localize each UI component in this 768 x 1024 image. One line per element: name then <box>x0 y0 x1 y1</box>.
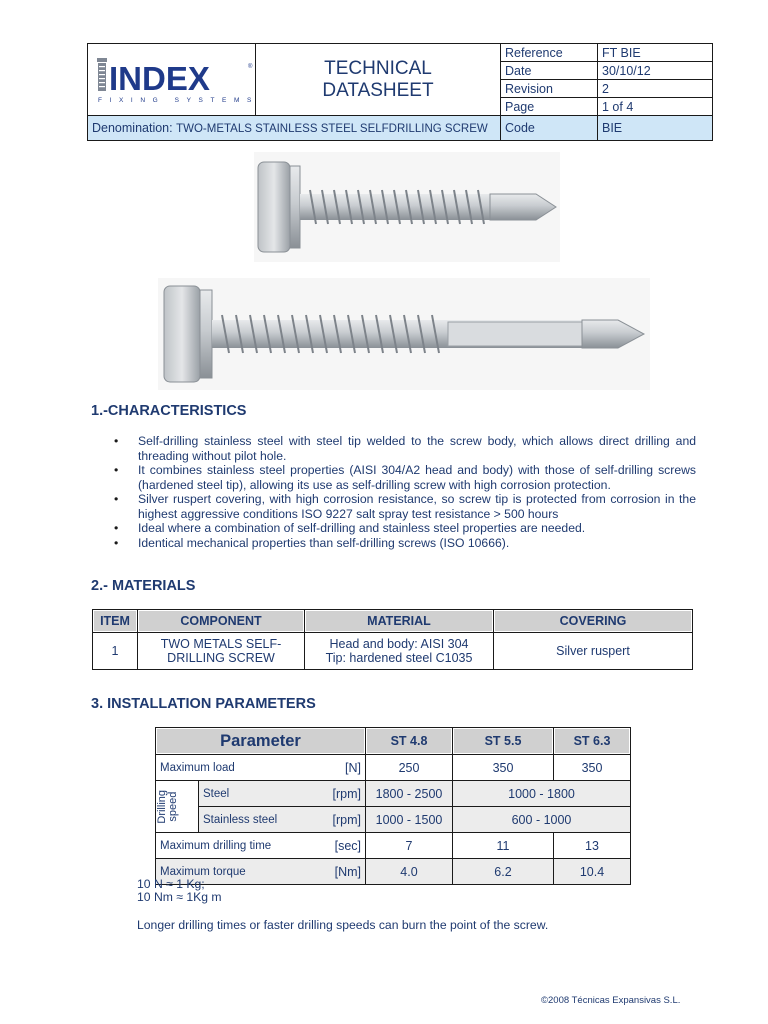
title-line-2: DATASHEET <box>322 79 434 101</box>
max-load-st63: 350 <box>554 755 631 781</box>
steel-st55-63: 1000 - 1800 <box>453 781 631 807</box>
list-item: • Silver ruspert covering, with high corrosion resistance, so screw tip is protected from corrosion in the highest aggressive conditions ISO 9227 salt spray test resistance > 500 hours <box>108 492 696 521</box>
materials-heading: 2.- MATERIALS <box>91 578 196 594</box>
max-load-st48: 250 <box>366 755 453 781</box>
date-value: 30/10/12 <box>598 62 713 80</box>
max-torque-label: Maximum torque <box>156 859 321 885</box>
list-item: • Identical mechanical properties than self-drilling screws (ISO 10666). <box>108 536 696 551</box>
list-item: • It combines stainless steel properties (AISI 304/A2 head and body) with those of self-drilling screws (hardened steel tip), allowing its use as self-drilling screw with high corrosion protection. <box>108 463 696 492</box>
cell-item: 1 <box>93 633 138 670</box>
page-value: 1 of 4 <box>598 98 713 116</box>
title-cell <box>256 44 501 116</box>
max-time-st48: 7 <box>366 833 453 859</box>
table-row <box>156 807 631 833</box>
col-parameter: Parameter <box>156 728 366 755</box>
list-item: • Ideal where a combination of self-drilling and stainless steel properties are needed. <box>108 521 696 536</box>
date-label: Date <box>501 62 598 80</box>
unit-note-2: 10 Nm ≈ 1Kg m <box>137 890 222 904</box>
code-label: Code <box>501 116 598 141</box>
logo-text: INDEX <box>109 60 210 97</box>
logo-cell <box>88 44 256 116</box>
col-component: COMPONENT <box>138 610 305 633</box>
max-time-st55: 11 <box>453 833 554 859</box>
header-table <box>87 43 713 141</box>
screw-image-large <box>158 278 650 390</box>
table-row <box>93 633 693 670</box>
warning-note: Longer drilling times or faster drilling speeds can burn the point of the screw. <box>137 918 549 932</box>
cell-material <box>305 633 494 670</box>
max-torque-st63: 10.4 <box>554 859 631 885</box>
col-covering: COVERING <box>494 610 693 633</box>
materials-table <box>92 609 693 670</box>
drilling-speed-label <box>156 781 199 833</box>
steel-unit: [rpm] <box>320 781 366 807</box>
max-load-unit: [N] <box>320 755 366 781</box>
installation-heading: 3. INSTALLATION PARAMETERS <box>91 696 316 712</box>
material-line-2: Tip: hardened steel C1035 <box>325 651 473 665</box>
denomination-label: Denomination: <box>92 121 173 135</box>
max-time-unit: [sec] <box>320 833 366 859</box>
title-line-1: TECHNICAL <box>324 57 432 79</box>
cell-covering: Silver ruspert <box>494 633 693 670</box>
table-row <box>156 833 631 859</box>
drilling-label: Drilling <box>156 789 168 824</box>
code-value: BIE <box>598 116 713 141</box>
denomination-cell <box>88 116 501 141</box>
max-torque-st48: 4.0 <box>366 859 453 885</box>
characteristics-list <box>108 434 696 550</box>
stainless-label: Stainless steel <box>199 807 321 833</box>
stainless-unit: [rpm] <box>320 807 366 833</box>
max-load-st55: 350 <box>453 755 554 781</box>
revision-value: 2 <box>598 80 713 98</box>
screw-image-small <box>254 152 560 262</box>
denomination-value: TWO-METALS STAINLESS STEEL SELFDRILLING SCREW <box>176 123 488 135</box>
component-line-1: TWO METALS SELF- <box>160 637 282 651</box>
steel-label: Steel <box>199 781 321 807</box>
col-st55: ST 5.5 <box>453 728 554 755</box>
page-label: Page <box>501 98 598 116</box>
revision-label: Revision <box>501 80 598 98</box>
index-logo <box>88 44 255 112</box>
max-load-label: Maximum load <box>156 755 321 781</box>
max-torque-unit: [Nm] <box>320 859 366 885</box>
col-item: ITEM <box>93 610 138 633</box>
steel-st48: 1800 - 2500 <box>366 781 453 807</box>
col-st48: ST 4.8 <box>366 728 453 755</box>
footer-copyright: ©2008 Técnicas Expansivas S.L. <box>541 995 681 1006</box>
logo-subtitle: FIXING SYSTEMS <box>98 97 255 104</box>
characteristics-heading: 1.-CHARACTERISTICS <box>91 403 247 419</box>
reference-value: FT BIE <box>598 44 713 62</box>
table-row <box>156 781 631 807</box>
table-row <box>156 755 631 781</box>
speed-label: speed <box>167 791 179 822</box>
max-time-label: Maximum drilling time <box>156 833 321 859</box>
material-line-1: Head and body: AISI 304 <box>329 637 469 651</box>
list-item: • Self-drilling stainless steel with steel tip welded to the screw body, which allows direct drilling and threading without pilot hole. <box>108 434 696 463</box>
svg-text:®: ® <box>248 64 253 70</box>
stainless-st48: 1000 - 1500 <box>366 807 453 833</box>
max-time-st63: 13 <box>554 833 631 859</box>
unit-note-1: 10 N ≈ 1 Kg; <box>137 877 205 891</box>
col-st63: ST 6.3 <box>554 728 631 755</box>
stainless-st55-63: 600 - 1000 <box>453 807 631 833</box>
reference-label: Reference <box>501 44 598 62</box>
table-row <box>156 859 631 885</box>
parameters-table <box>155 727 631 885</box>
col-material: MATERIAL <box>305 610 494 633</box>
component-line-2: DRILLING SCREW <box>167 651 275 665</box>
max-torque-st55: 6.2 <box>453 859 554 885</box>
cell-component <box>138 633 305 670</box>
